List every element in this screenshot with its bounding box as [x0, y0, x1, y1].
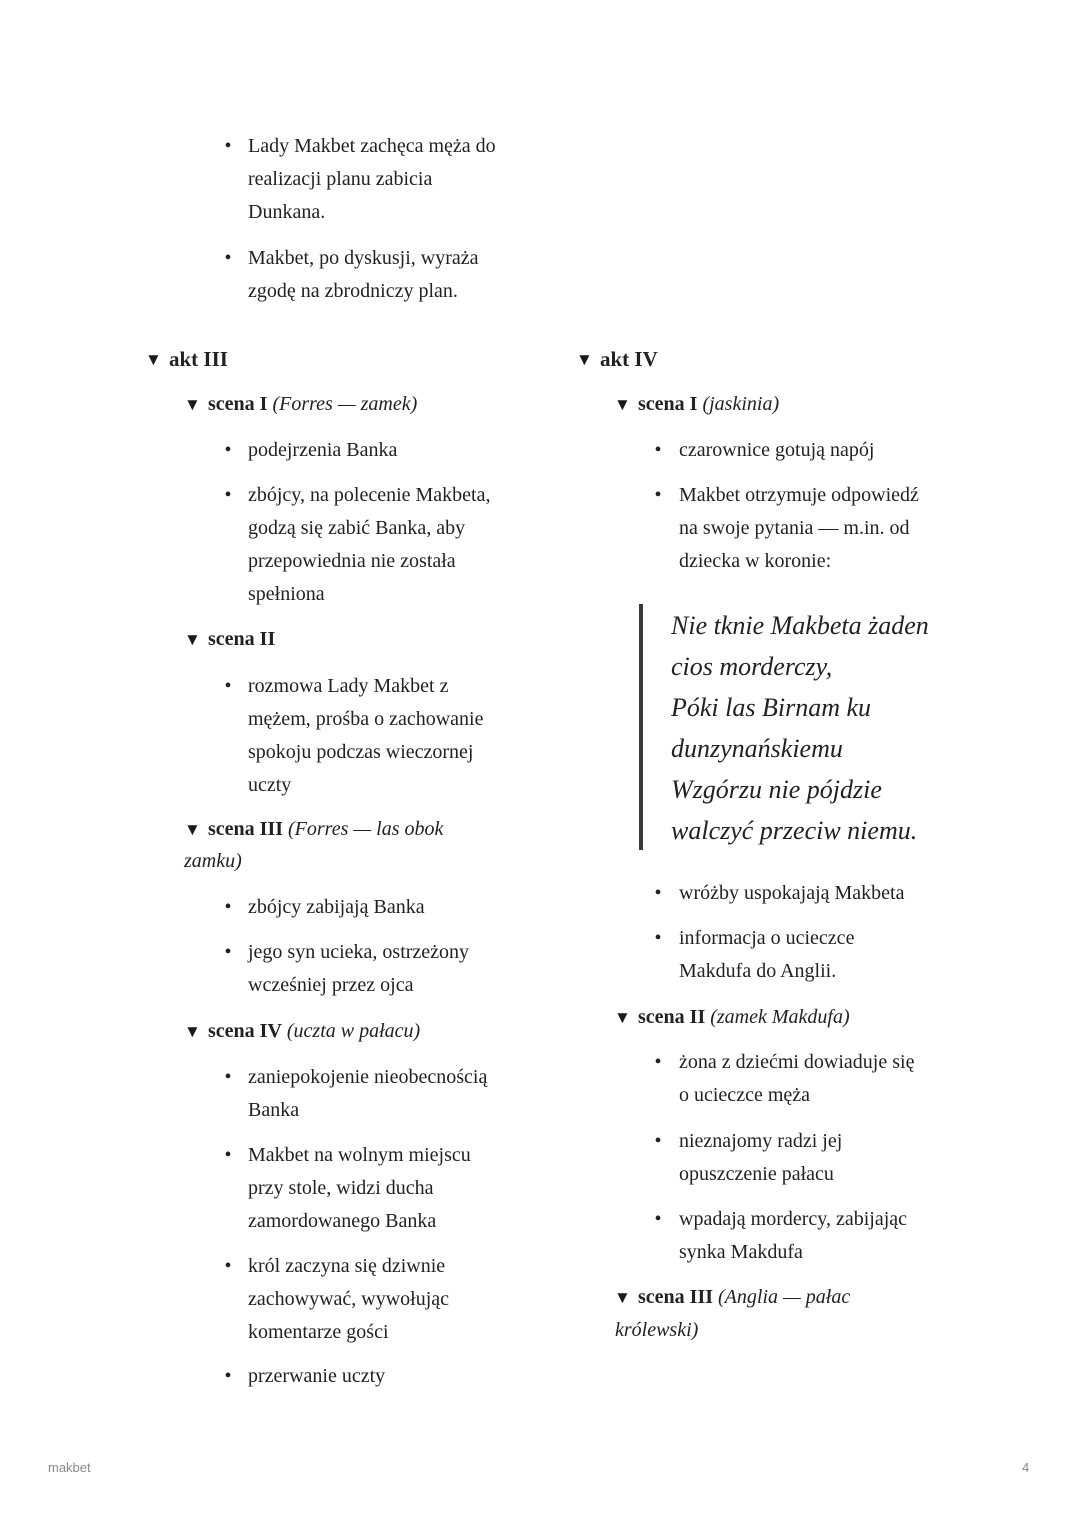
- bullet-icon: •: [224, 941, 232, 963]
- bullet-icon: •: [224, 1255, 232, 1277]
- triangle-down-icon[interactable]: ▼: [184, 630, 201, 649]
- bullet-icon: •: [224, 484, 232, 506]
- triangle-down-icon[interactable]: ▼: [614, 1008, 631, 1027]
- list-item-line: synka Makdufa: [679, 1241, 803, 1263]
- scene-location: (uczta w pałacu): [286, 1020, 421, 1042]
- list-item-line: wpadają mordercy, zabijając: [679, 1208, 908, 1230]
- scene-heading[interactable]: [208, 623, 275, 656]
- triangle-down-icon[interactable]: ▼: [184, 395, 201, 414]
- list-item-line: Makbet, po dyskusji, wyraża: [248, 247, 479, 269]
- akt-iv-heading[interactable]: akt IV: [600, 347, 658, 371]
- quote-line: Wzgórzu nie pójdzie: [671, 775, 882, 804]
- scene-heading[interactable]: [638, 1281, 850, 1314]
- list-item-line: wróżby uspokajają Makbeta: [679, 882, 905, 904]
- bullet-icon: •: [654, 484, 662, 506]
- list-item-line: informacja o ucieczce: [679, 927, 855, 949]
- quote-line: cios morderczy,: [671, 652, 833, 681]
- scene-location: (jaskinia): [702, 393, 780, 415]
- scene-location: (Forres — zamek): [272, 393, 418, 415]
- bullet-icon: •: [224, 1144, 232, 1166]
- list-item-line: realizacji planu zabicia: [248, 168, 433, 190]
- list-item-line: rozmowa Lady Makbet z: [248, 675, 449, 697]
- quote-line: Nie tknie Makbeta żaden: [671, 611, 929, 640]
- list-item-line: zamordowanego Banka: [248, 1210, 437, 1232]
- bullet-icon: •: [654, 1208, 662, 1230]
- list-item-line: spełniona: [248, 583, 325, 605]
- bullet-icon: •: [654, 882, 662, 904]
- bullet-icon: •: [654, 1130, 662, 1152]
- quote-line: Póki las Birnam ku: [671, 693, 872, 722]
- list-item-line: przy stole, widzi ducha: [248, 1177, 434, 1199]
- triangle-down-icon[interactable]: ▼: [576, 350, 593, 369]
- scene-name: scena III: [638, 1286, 714, 1308]
- list-item-line: zachowywać, wywołując: [248, 1288, 450, 1310]
- list-item-line: przepowiednia nie została: [248, 550, 456, 572]
- scene-heading[interactable]: [638, 1001, 850, 1034]
- page-number: 4: [1022, 1460, 1030, 1475]
- bullet-icon: •: [224, 439, 232, 461]
- bullet-icon: •: [224, 135, 232, 157]
- bullet-icon: •: [654, 1051, 662, 1073]
- scene-name: scena II: [208, 628, 276, 650]
- list-item-line: uczty: [248, 774, 292, 796]
- scene-heading[interactable]: [208, 813, 443, 846]
- list-item-line: Makdufa do Anglii.: [679, 960, 837, 982]
- scene-name: scena IV: [208, 1020, 282, 1042]
- bullet-icon: •: [654, 439, 662, 461]
- list-item-line: nieznajomy radzi jej: [679, 1130, 843, 1152]
- bullet-icon: •: [224, 1066, 232, 1088]
- list-item-line: żona z dziećmi dowiaduje się: [679, 1051, 915, 1073]
- list-item-line: opuszczenie pałacu: [679, 1163, 834, 1185]
- quote-bar: [639, 604, 643, 850]
- triangle-down-icon[interactable]: ▼: [614, 1288, 631, 1307]
- list-item-line: czarownice gotują napój: [679, 439, 875, 461]
- list-item-line: na swoje pytania — m.in. od: [679, 517, 910, 539]
- bullet-icon: •: [224, 896, 232, 918]
- scene-name: scena III: [208, 818, 284, 840]
- list-item-line: komentarze gości: [248, 1321, 389, 1343]
- akt-iii-heading[interactable]: akt III: [169, 347, 228, 371]
- quote-line: dunzynańskiemu: [671, 734, 843, 763]
- scene-location: (zamek Makdufa): [710, 1006, 850, 1028]
- quote-line: walczyć przeciw niemu.: [671, 816, 918, 845]
- list-item-line: wcześniej przez ojca: [248, 974, 414, 996]
- list-item-line: zbójcy zabijają Banka: [248, 896, 425, 918]
- bullet-icon: •: [224, 247, 232, 269]
- bullet-icon: •: [654, 927, 662, 949]
- list-item-line: zgodę na zbrodniczy plan.: [248, 280, 458, 302]
- scene-heading[interactable]: [208, 388, 417, 421]
- list-item-line: godzą się zabić Banka, aby: [248, 517, 466, 539]
- list-item-line: zbójcy, na polecenie Makbeta,: [248, 484, 491, 506]
- list-item-line: o ucieczce męża: [679, 1084, 811, 1106]
- bullet-icon: •: [224, 675, 232, 697]
- list-item-line: Makbet otrzymuje odpowiedź: [679, 484, 919, 506]
- triangle-down-icon[interactable]: ▼: [184, 1022, 201, 1041]
- scene-name: scena I: [638, 393, 698, 415]
- scene-location: (Forres — las obok: [288, 818, 444, 840]
- scene-name: scena I: [208, 393, 268, 415]
- triangle-down-icon[interactable]: ▼: [145, 350, 162, 369]
- bullet-icon: •: [224, 1365, 232, 1387]
- list-item-line: spokoju podczas wieczornej: [248, 741, 474, 763]
- list-item-line: jego syn ucieka, ostrzeżony: [248, 941, 470, 963]
- scene-name: scena II: [638, 1006, 706, 1028]
- scene-heading[interactable]: [208, 1015, 420, 1048]
- list-item-line: król zaczyna się dziwnie: [248, 1255, 446, 1277]
- triangle-down-icon[interactable]: ▼: [614, 395, 631, 414]
- list-item-line: Banka: [248, 1099, 300, 1121]
- triangle-down-icon[interactable]: ▼: [184, 820, 201, 839]
- list-item-line: podejrzenia Banka: [248, 439, 398, 461]
- list-item-line: przerwanie uczty: [248, 1365, 386, 1387]
- list-item-line: zaniepokojenie nieobecnością: [248, 1066, 488, 1088]
- footer-document-title: makbet: [48, 1460, 91, 1475]
- list-item-line: Makbet na wolnym miejscu: [248, 1144, 471, 1166]
- scene-location-cont: królewski): [615, 1319, 699, 1341]
- list-item-line: dziecka w koronie:: [679, 550, 832, 572]
- list-item-line: Lady Makbet zachęca męża do: [248, 135, 496, 157]
- list-item-line: mężem, prośba o zachowanie: [248, 708, 484, 730]
- scene-location-cont: zamku): [184, 850, 242, 872]
- scene-location: (Anglia — pałac: [718, 1286, 851, 1308]
- list-item-line: Dunkana.: [248, 201, 326, 223]
- scene-heading[interactable]: [638, 388, 779, 421]
